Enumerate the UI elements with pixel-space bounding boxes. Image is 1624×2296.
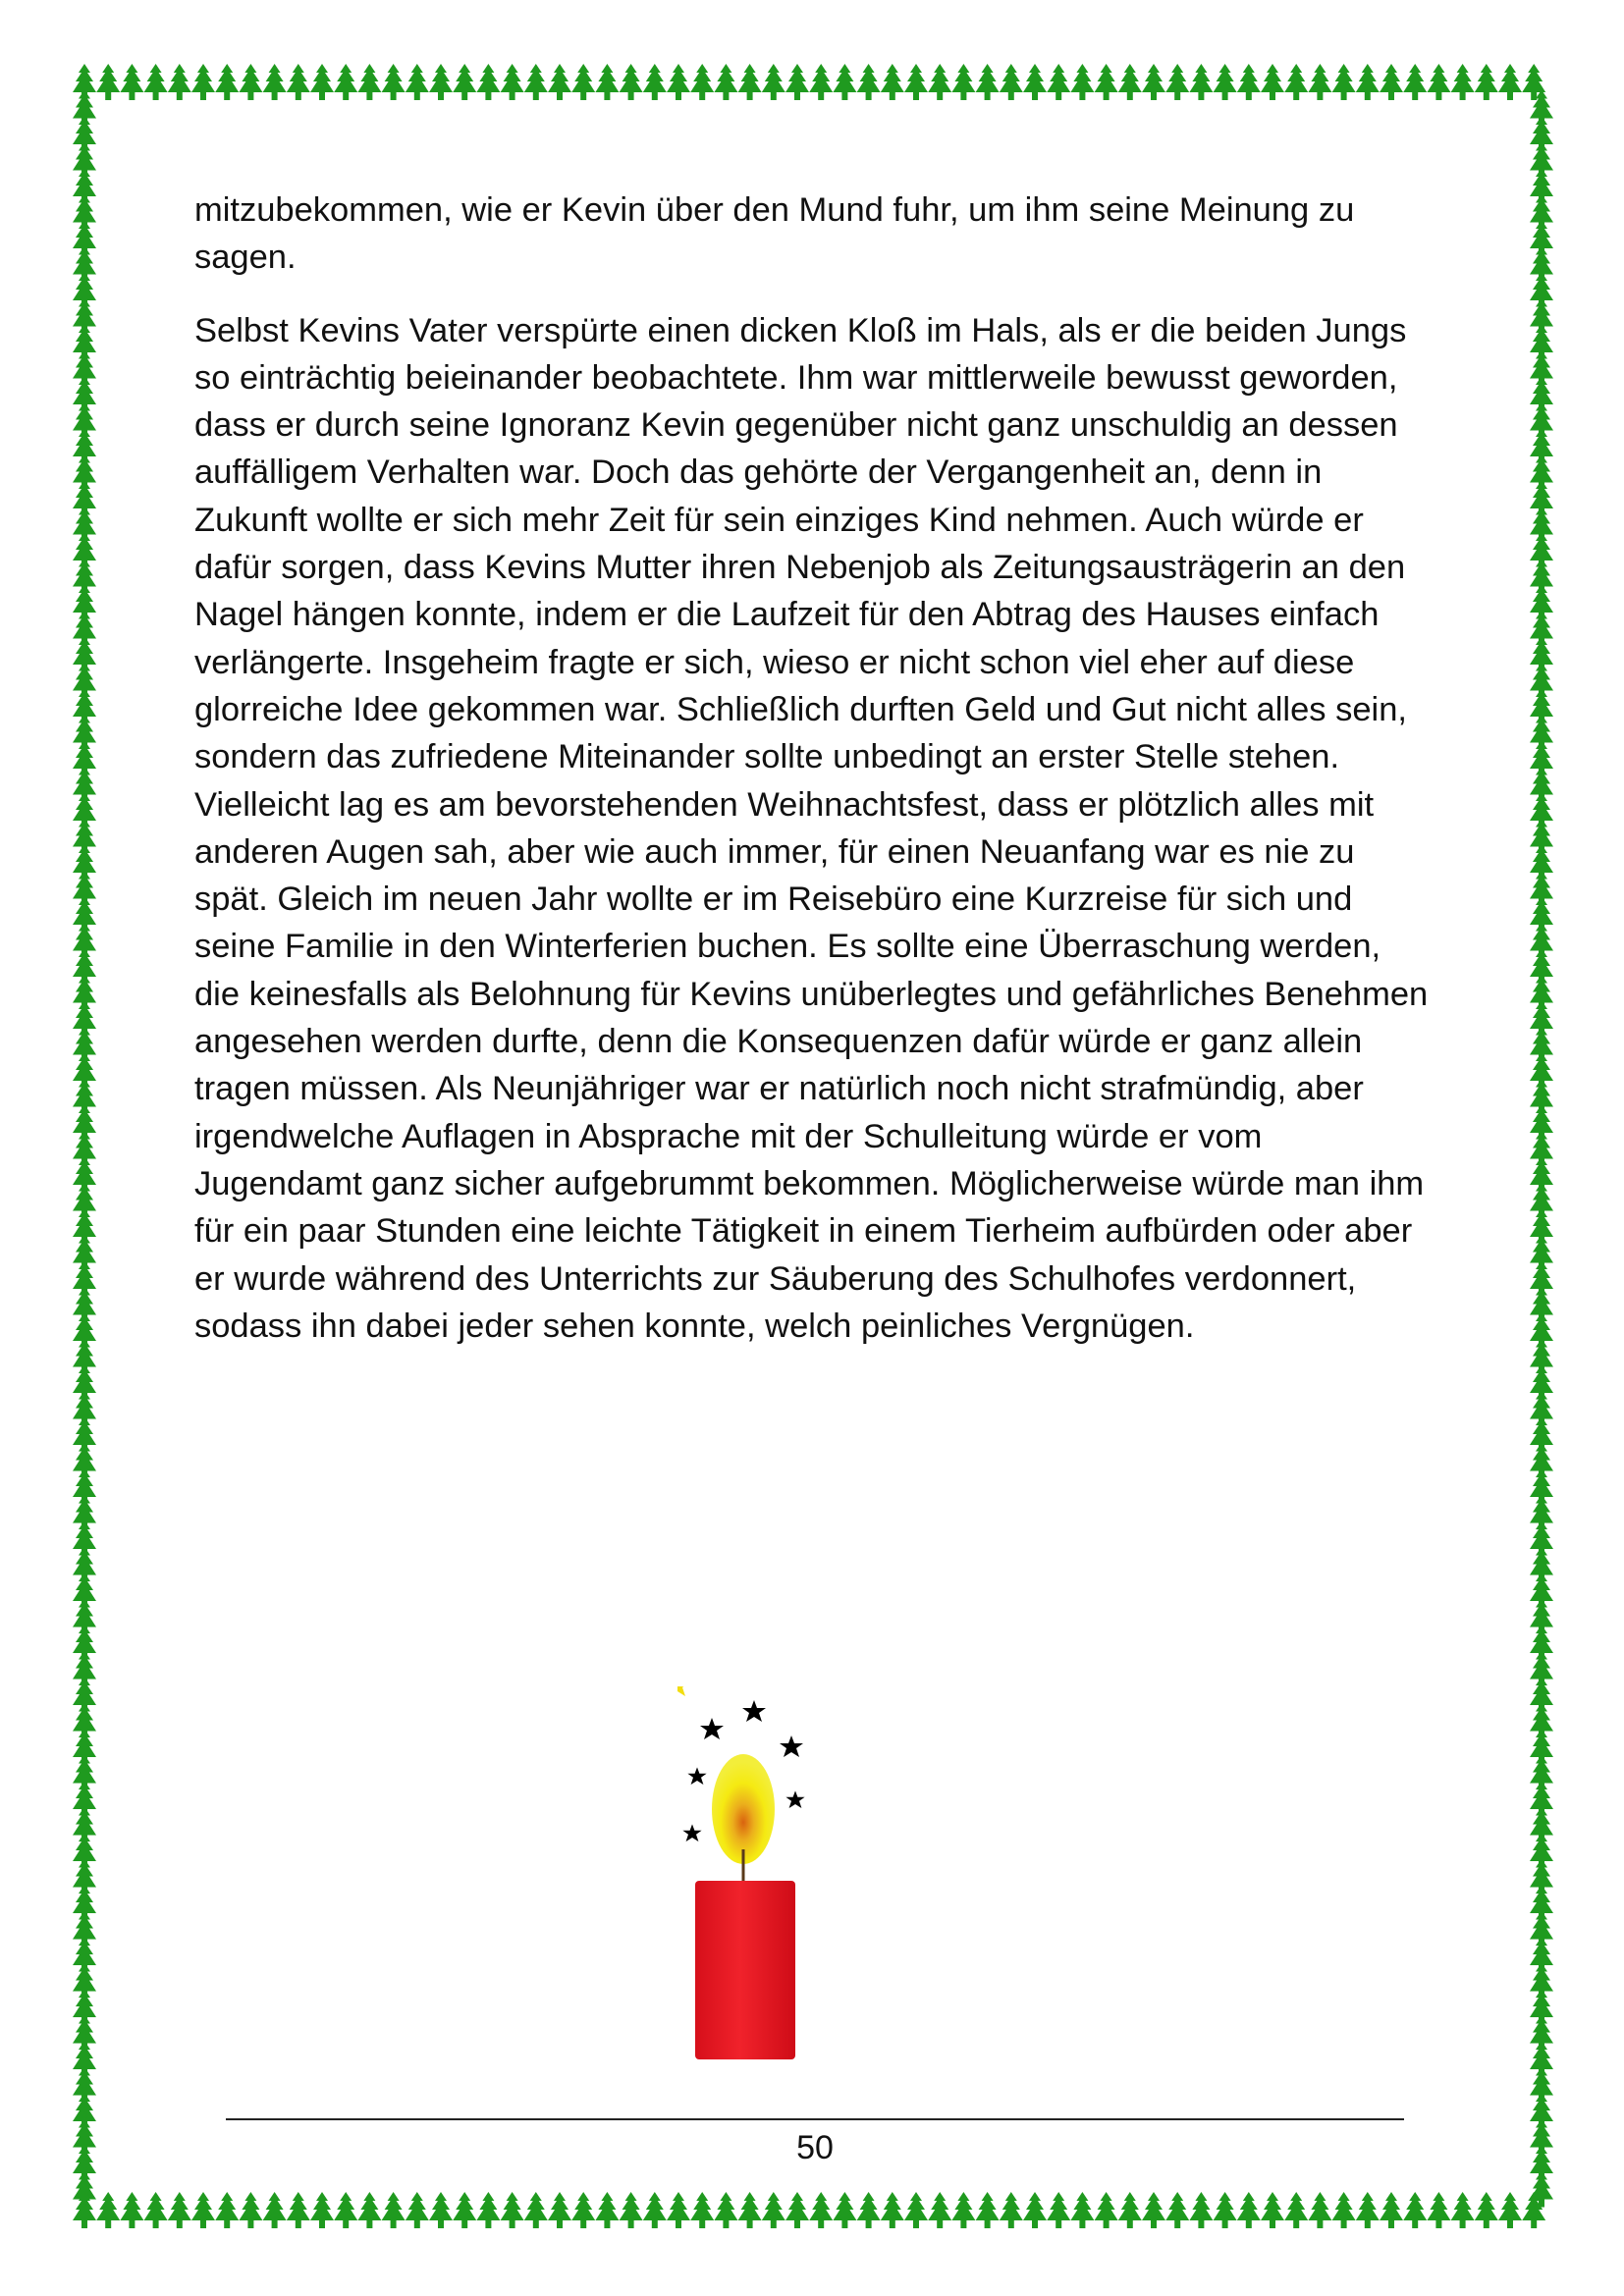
- star-icon: [780, 1735, 803, 1757]
- christmas-tree-icon: [857, 64, 881, 100]
- christmas-tree-icon: [1000, 2192, 1023, 2228]
- christmas-tree-icon: [714, 64, 737, 100]
- christmas-tree-icon: [1095, 2192, 1118, 2228]
- christmas-tree-icon: [1047, 64, 1070, 100]
- footer-divider: [226, 2118, 1404, 2120]
- star-icon: [700, 1718, 724, 1739]
- christmas-tree-icon: [263, 64, 287, 100]
- christmas-tree-icon: [1214, 2192, 1237, 2228]
- christmas-tree-icon: [406, 2192, 429, 2228]
- christmas-tree-icon: [1237, 2192, 1261, 2228]
- christmas-tree-icon: [1189, 64, 1213, 100]
- christmas-tree-icon: [1118, 2192, 1142, 2228]
- christmas-tree-icon: [928, 2192, 951, 2228]
- christmas-tree-icon: [357, 2192, 381, 2228]
- christmas-tree-icon: [1308, 2192, 1331, 2228]
- christmas-tree-icon: [1165, 64, 1189, 100]
- paragraph: mitzubekommen, wie er Kevin über den Mund fuhr, um ihm seine Meinung zu sagen.: [194, 191, 1355, 277]
- christmas-tree-icon: [1165, 2192, 1189, 2228]
- christmas-tree-icon: [382, 64, 406, 100]
- christmas-tree-icon: [1332, 64, 1356, 100]
- candle-wax: [695, 1881, 795, 2059]
- christmas-tree-icon: [120, 2192, 143, 2228]
- christmas-tree-icon: [904, 2192, 928, 2228]
- christmas-tree-icon: [1498, 2192, 1522, 2228]
- christmas-tree-icon: [1047, 2192, 1070, 2228]
- christmas-tree-icon: [738, 2192, 762, 2228]
- christmas-tree-icon: [476, 2192, 500, 2228]
- christmas-tree-icon: [785, 2192, 809, 2228]
- christmas-tree-icon: [144, 64, 168, 100]
- christmas-tree-icon: [310, 64, 334, 100]
- christmas-tree-icon: [524, 64, 548, 100]
- christmas-tree-icon: [1498, 64, 1522, 100]
- christmas-tree-icon: [809, 64, 833, 100]
- christmas-tree-icon: [191, 2192, 215, 2228]
- christmas-tree-icon: [476, 64, 500, 100]
- christmas-tree-icon: [501, 2192, 524, 2228]
- christmas-tree-icon: [168, 2192, 191, 2228]
- christmas-tree-icon: [1380, 64, 1403, 100]
- christmas-tree-icon: [620, 64, 643, 100]
- christmas-tree-icon: [215, 2192, 239, 2228]
- christmas-tree-icon: [1095, 64, 1118, 100]
- christmas-tree-icon: [1142, 64, 1165, 100]
- christmas-tree-icon: [501, 64, 524, 100]
- christmas-tree-icon: [1356, 64, 1380, 100]
- christmas-tree-icon: [976, 2192, 1000, 2228]
- christmas-tree-icon: [453, 2192, 476, 2228]
- christmas-tree-icon: [120, 64, 143, 100]
- christmas-tree-icon: [809, 2192, 833, 2228]
- christmas-tree-icon: [1451, 64, 1475, 100]
- christmas-tree-icon: [571, 2192, 595, 2228]
- christmas-tree-icon: [73, 2171, 96, 2208]
- christmas-tree-icon: [382, 2192, 406, 2228]
- christmas-tree-icon: [762, 64, 785, 100]
- christmas-tree-icon: [96, 64, 120, 100]
- christmas-tree-icon: [239, 64, 262, 100]
- christmas-tree-icon: [667, 2192, 690, 2228]
- christmas-tree-icon: [620, 2192, 643, 2228]
- star-icon: [682, 1824, 701, 1842]
- christmas-tree-icon: [595, 2192, 619, 2228]
- christmas-tree-icon: [191, 64, 215, 100]
- christmas-tree-icon: [310, 2192, 334, 2228]
- christmas-tree-icon: [1261, 2192, 1284, 2228]
- christmas-tree-icon: [524, 2192, 548, 2228]
- christmas-tree-icon: [263, 2192, 287, 2228]
- christmas-tree-icon: [690, 2192, 714, 2228]
- christmas-tree-icon: [1403, 64, 1427, 100]
- christmas-tree-icon: [833, 64, 856, 100]
- christmas-tree-icon: [215, 64, 239, 100]
- christmas-tree-icon: [667, 64, 690, 100]
- christmas-tree-icon: [429, 64, 453, 100]
- christmas-tree-icon: [714, 2192, 737, 2228]
- story-text: [194, 187, 1434, 1375]
- christmas-tree-icon: [643, 64, 667, 100]
- christmas-tree-icon: [287, 64, 310, 100]
- christmas-tree-icon: [1000, 64, 1023, 100]
- star-icon: [687, 1767, 706, 1785]
- christmas-tree-icon: [1023, 2192, 1047, 2228]
- christmas-tree-icon: [1142, 2192, 1165, 2228]
- christmas-tree-icon: [1070, 64, 1094, 100]
- christmas-tree-icon: [548, 2192, 571, 2228]
- christmas-tree-icon: [1284, 2192, 1308, 2228]
- christmas-tree-icon: [690, 64, 714, 100]
- christmas-tree-icon: [1214, 64, 1237, 100]
- christmas-tree-icon: [1237, 64, 1261, 100]
- paragraph: Selbst Kevins Vater verspürte einen dicken Kloß im Hals, als er die beiden Jungs so einträchtig beieinander beobachtete. Ihm war mittlerweile bewusst geworden, dass er durch seine Ignoranz Kevin gegenüber nicht ganz unschuldig an dessen auffälligem Verhalten war. Doch das gehörte der Vergangenheit an, denn in Zukunft wollte er sich mehr Zeit für sein einziges Kind nehmen. Auch würde er dafür sorgen, dass Kevins Mutter ihren Nebenjob als Zeitungsausträgerin an den Nagel hängen konnte, indem er die Laufzeit für den Abtrag des Hauses einfach verlängerte. Insgeheim fragte er sich, wieso er nicht schon viel eher auf diese glorreiche Idee gekommen war. Schließlich durften Geld und Gut nicht alles sein, sondern das zufriedene Miteinander sollte unbedingt an erster Stelle stehen. Vielleicht lag es am bevorstehenden Weihnachtsfest, dass er plötzlich alles mit anderen Augen sah, aber wie auch immer, für einen Neuanfang war es nie zu spät. Gleich im neuen Jahr wollte er im Reisebüro eine Kurzreise für sich und seine Familie in den Winterferien buchen. Es sollte eine Überraschung werden, die keinesfalls als Belohnung für Kevins unüberlegtes und gefährliches Benehmen angesehen werden durfte, denn die Konsequenzen dafür würde er ganz allein tragen müssen. Als Neunjähriger war er natürlich noch nicht strafmündig, aber irgendwelche Auflagen in Absprache mit der Schulleitung würde er vom Jugendamt ganz sicher aufgebrummt bekommen. Möglicherweise würde man ihm für ein paar Stunden eine leichte Tätigkeit in einem Tierheim aufbürden oder aber er wurde während des Unterrichts zur Säuberung des Schulhofes verdonnert, sodass ihn dabei jeder sehen konnte, welch peinliches Vergnügen.: [194, 311, 1429, 1345]
- christmas-tree-icon: [904, 64, 928, 100]
- christmas-tree-icon: [357, 64, 381, 100]
- star-icon: [785, 1790, 804, 1808]
- christmas-tree-icon: [881, 2192, 904, 2228]
- christmas-tree-icon: [1475, 64, 1498, 100]
- christmas-tree-icon: [571, 64, 595, 100]
- christmas-tree-icon: [643, 2192, 667, 2228]
- christmas-tree-icon: [595, 64, 619, 100]
- candle-icon: [677, 1686, 825, 2069]
- christmas-tree-icon: [785, 64, 809, 100]
- star-icon: [677, 1686, 689, 1696]
- christmas-tree-icon: [334, 64, 357, 100]
- christmas-tree-icon: [334, 2192, 357, 2228]
- christmas-tree-icon: [762, 2192, 785, 2228]
- christmas-tree-icon: [239, 2192, 262, 2228]
- christmas-tree-icon: [1284, 64, 1308, 100]
- christmas-tree-icon: [881, 64, 904, 100]
- christmas-tree-icon: [453, 64, 476, 100]
- christmas-tree-icon: [1380, 2192, 1403, 2228]
- christmas-tree-icon: [1023, 64, 1047, 100]
- christmas-tree-icon: [928, 64, 951, 100]
- christmas-tree-icon: [1427, 2192, 1450, 2228]
- flame-icon: [712, 1754, 775, 1864]
- christmas-tree-icon: [1118, 64, 1142, 100]
- christmas-tree-icon: [96, 2192, 120, 2228]
- christmas-tree-icon: [429, 2192, 453, 2228]
- christmas-tree-icon: [951, 64, 975, 100]
- christmas-tree-icon: [548, 64, 571, 100]
- christmas-tree-icon: [1356, 2192, 1380, 2228]
- christmas-tree-icon: [406, 64, 429, 100]
- christmas-tree-icon: [857, 2192, 881, 2228]
- christmas-tree-icon: [287, 2192, 310, 2228]
- christmas-tree-icon: [976, 64, 1000, 100]
- star-icon: [742, 1700, 766, 1722]
- christmas-tree-icon: [1451, 2192, 1475, 2228]
- page-number: 50: [796, 2129, 834, 2166]
- christmas-tree-icon: [1475, 2192, 1498, 2228]
- christmas-tree-icon: [1261, 64, 1284, 100]
- christmas-tree-icon: [833, 2192, 856, 2228]
- christmas-tree-icon: [738, 64, 762, 100]
- christmas-tree-icon: [1427, 64, 1450, 100]
- christmas-tree-icon: [1070, 2192, 1094, 2228]
- christmas-tree-icon: [1332, 2192, 1356, 2228]
- christmas-tree-icon: [1308, 64, 1331, 100]
- christmas-tree-icon: [1189, 2192, 1213, 2228]
- christmas-tree-icon: [1403, 2192, 1427, 2228]
- christmas-tree-icon: [168, 64, 191, 100]
- christmas-tree-icon: [951, 2192, 975, 2228]
- christmas-tree-icon: [144, 2192, 168, 2228]
